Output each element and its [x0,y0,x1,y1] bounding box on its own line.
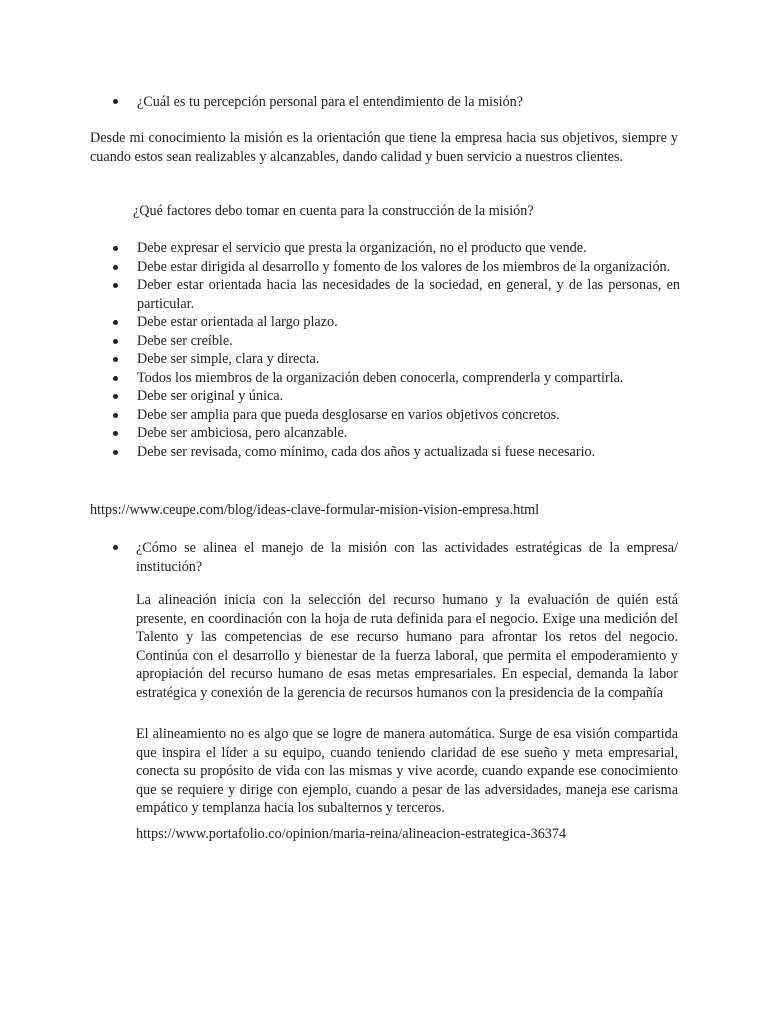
factor-item [112,350,680,369]
answer-3-paragraph-2: El alineamiento no es algo que se logre de manera automática. Surge de esa visión compartida que inspira el líder a su equipo, cuando teniendo claridad de ese sueño y meta empresarial, conecta su propósito de vida con las mismas y vive acorde, cuando expande ese conocimiento que se requiere y dirige con ejemplo, cuando a pesar de las adversidades, maneja ese carisma empático y templanza hacia los subalternos y terceros. [136,726,678,816]
bullet-icon [113,357,118,362]
factor-item [112,332,680,351]
source-link-2[interactable]: https://www.portafolio.co/opinion/maria-reina/alineacion-estrategica-36374 [136,826,567,842]
factors-list [112,239,680,461]
bullet-icon [113,413,118,418]
bullet-icon [113,283,118,288]
factor-item [112,387,680,406]
bullet-icon [113,394,118,399]
factor-text: Todos los miembros de la organización deben conocerla, comprenderla y compartirla. [137,369,624,386]
factor-text: Debe ser original y única. [137,388,284,404]
bullet-icon [113,246,118,251]
question-2: ¿Qué factores debo tomar en cuenta para la construcción de la misión? [133,203,534,219]
bullet-icon [113,265,118,270]
factor-item [112,369,680,388]
factor-text: Debe ser ambiciosa, pero alcanzable. [137,425,348,441]
question-3: ¿Cómo se alinea el manejo de la misión con las actividades estratégicas de la empresa/ institución? [136,540,678,575]
factor-item [112,258,680,277]
factor-text: Debe estar orientada al largo plazo. [137,314,338,330]
bullet-icon [112,99,120,107]
factor-item [112,443,680,462]
bullet-icon [113,450,118,455]
answer-3-paragraph-1: La alineación inicia con la selección del recurso humano y la evaluación de quién está presente, en coordinación con la hoja de ruta definida para el negocio. Exige una medición del Talento y las competencias de ese recurso humano para afrontar los retos del negocio. Continúa con el desarrollo y bienestar de la fuerza laboral, que permita el empoderamiento y apropiación del recurso humano de esas metas empresariales. En especial, demanda la labor estratégica y conexión de la gerencia de recursos humanos con la presidencia de la compañía [136,592,678,701]
factor-item [112,276,680,313]
bullet-icon [112,545,120,553]
answer-1: Desde mi conocimiento la misión es la orientación que tiene la empresa hacia sus objetivos, siempre y cuando estos sean realizables y alcanzables, dando calidad y buen servicio a nuestros clientes. [90,130,678,165]
factor-text: Deber estar orientada hacia las necesidades de la sociedad, en general, y de las personas, en particular. [137,277,680,312]
factor-item [112,424,680,443]
factor-text: Debe estar dirigida al desarrollo y fomento de los valores de los miembros de la organización. [137,258,671,275]
bullet-icon [113,320,118,325]
source-link-1[interactable]: https://www.ceupe.com/blog/ideas-clave-formular-mision-vision-empresa.html [90,502,540,518]
factor-text: Debe ser simple, clara y directa. [137,351,320,367]
factor-item [112,313,680,332]
bullet-icon [113,376,118,381]
factor-text: Debe ser creíble. [137,332,233,349]
factor-text: Debe ser amplia para que pueda desglosarse en varios objetivos concretos. [137,406,560,423]
factor-item [112,239,680,258]
bullet-icon [113,431,118,436]
bullet-icon [113,339,118,344]
factor-text: Debe expresar el servicio que presta la organización, no el producto que vende. [137,240,587,256]
question-1: ¿Cuál es tu percepción personal para el entendimiento de la misión? [137,94,524,110]
factor-text: Debe ser revisada, como mínimo, cada dos años y actualizada si fuese necesario. [137,443,596,460]
factor-item [112,406,680,425]
